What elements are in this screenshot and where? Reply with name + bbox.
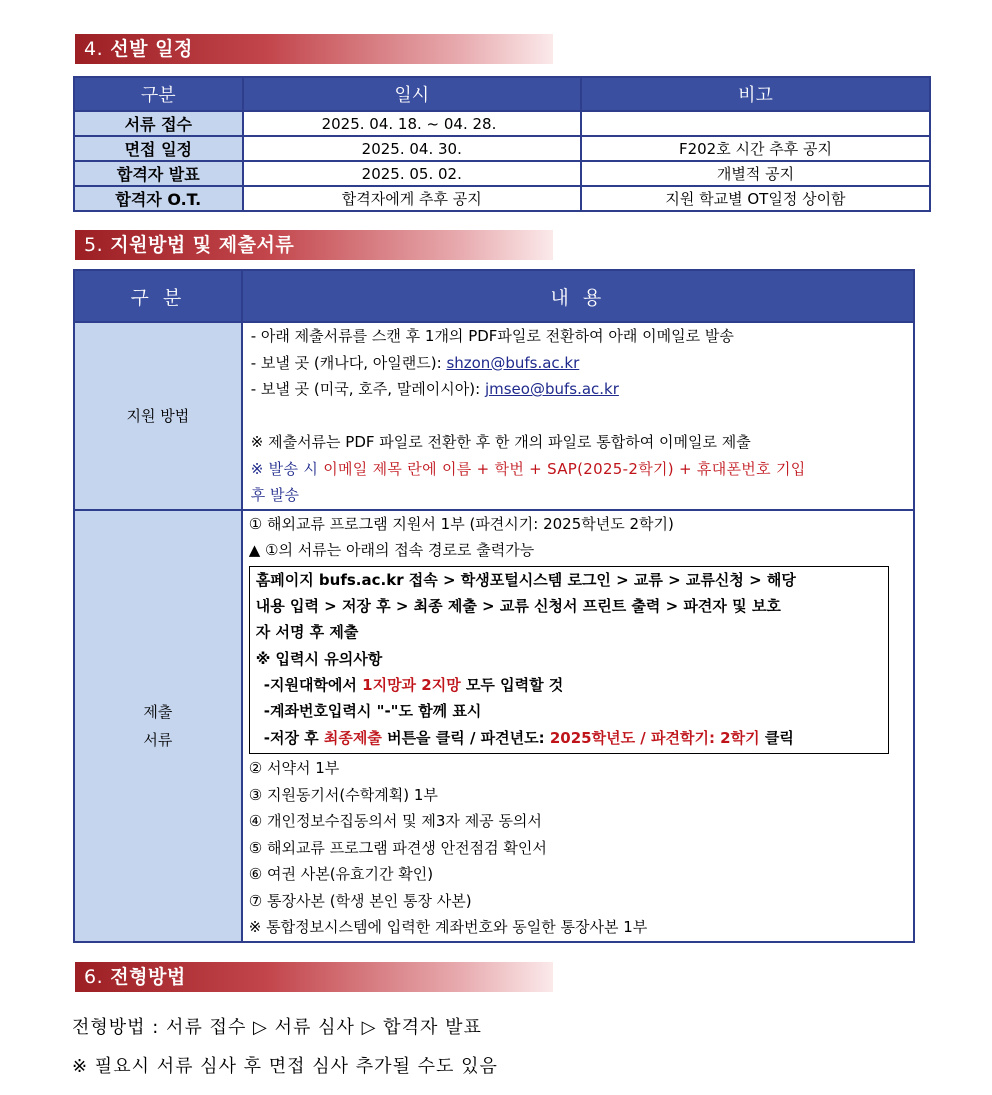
schedule-row-date: 2025. 05. 02. (243, 161, 581, 186)
section-4-heading (75, 34, 553, 64)
schedule-row-note: 지원 학교별 OT일정 상이함 (581, 186, 930, 211)
docs-label-line: 제출 (143, 702, 173, 721)
doc-item: ⑤ 해외교류 프로그램 파견생 안전점검 확인서 (248, 838, 547, 857)
table-row (74, 111, 930, 136)
caution-item: -계좌번호입력시 "-"도 함께 표시 (263, 702, 482, 721)
table-row (74, 136, 930, 161)
application-header-category: 구 분 (74, 270, 242, 322)
table-row (74, 186, 930, 211)
access-path-line: 자 서명 후 제출 (255, 623, 359, 642)
application-docs-label (74, 510, 242, 942)
schedule-header-row (74, 77, 930, 111)
blank-line (251, 403, 907, 430)
access-path-box (249, 566, 889, 755)
application-docs-content (242, 510, 914, 942)
section-4-number: 4. (84, 38, 104, 60)
schedule-row-label: 서류 접수 (74, 111, 243, 136)
section-5-number: 5. (84, 234, 104, 256)
doc-item: ④ 개인정보수집동의서 및 제3자 제공 동의서 (248, 812, 542, 831)
schedule-row-date: 2025. 04. 18. ~ 04. 28. (243, 111, 581, 136)
caution-text: -저장 후 (263, 728, 324, 747)
selection-process: 전형방법 : 서류 접수 ▷ 서류 심사 ▷ 합격자 발표 (72, 1017, 482, 1038)
doc-item: ⑥ 여권 사본(유효기간 확인) (248, 865, 434, 884)
caution-text: 클릭 (759, 728, 794, 747)
table-row (74, 161, 930, 186)
docs-label-line: 서류 (143, 730, 173, 749)
schedule-row-label: 합격자 발표 (74, 161, 243, 186)
schedule-row-note: F202호 시간 추후 공지 (581, 136, 930, 161)
method-line (251, 376, 907, 403)
method-note: ※ 제출서류는 PDF 파일로 전환한 후 한 개의 파일로 통합하여 이메일로 제출 (250, 433, 751, 451)
method-note (251, 456, 907, 483)
doc-item: ③ 지원동기서(수학계획) 1부 (248, 785, 438, 804)
doc-note: ※ 통합정보시스템에 입력한 계좌번호와 동일한 통장사본 1부 (248, 918, 648, 937)
caution-item (256, 725, 882, 751)
section-6-heading (75, 962, 553, 992)
method-line (251, 350, 907, 377)
method-line: - 아래 제출서류를 스캔 후 1개의 PDF파일로 전환하여 아래 이메일로 발송 (250, 327, 734, 345)
section-5-heading (75, 230, 553, 260)
application-docs-row (74, 510, 914, 942)
method-note-cont: 후 발송 (250, 486, 299, 504)
method-note-highlight: 이메일 제목 란에 이름 + 학번 + SAP(2025-2학기) + 휴대폰번호 기입 (323, 459, 806, 478)
section-6-number: 6. (84, 966, 104, 988)
selection-note: ※ 필요시 서류 심사 후 면접 심사 추가될 수도 있음 (72, 1056, 498, 1077)
application-header-row (74, 270, 914, 322)
schedule-row-note: 개별적 공지 (581, 161, 930, 186)
method-note-prefix: ※ 발송 시 (250, 459, 324, 478)
application-table (73, 269, 915, 943)
doc-item-note: ▲ ①의 서류는 아래의 접속 경로로 출력가능 (248, 541, 535, 559)
caution-text: 버튼을 클릭 / 파견년도: (381, 728, 550, 747)
access-path-line: 홈페이지 bufs.ac.kr 접속 > 학생포털시스템 로그인 > 교류 > 교류신청 > 해당 (255, 570, 796, 589)
caution-heading: ※ 입력시 유의사항 (255, 649, 383, 668)
schedule-row-label: 합격자 O.T. (74, 186, 243, 211)
section-5-title: 지원방법 및 제출서류 (110, 234, 295, 256)
method-line-prefix: - 보낼 곳 (미국, 호주, 말레이시아): (250, 380, 485, 398)
section-6-title: 전형방법 (110, 966, 186, 988)
schedule-row-note (581, 111, 930, 136)
schedule-row-date: 2025. 04. 30. (243, 136, 581, 161)
caution-highlight: 최종제출 (323, 728, 382, 747)
schedule-header-date: 일시 (243, 77, 581, 111)
application-method-content (242, 322, 914, 510)
doc-item: ② 서약서 1부 (248, 759, 340, 778)
email-link-canada[interactable]: shzon@bufs.ac.kr (446, 353, 580, 372)
schedule-header-note: 비고 (581, 77, 930, 111)
doc-item: ① 해외교류 프로그램 지원서 1부 (파견시기: 2025학년도 2학기) (248, 514, 674, 533)
schedule-row-label: 면접 일정 (74, 136, 243, 161)
caution-text: -지원대학에서 (263, 676, 363, 695)
schedule-header-category: 구분 (74, 77, 243, 111)
application-method-label: 지원 방법 (74, 322, 242, 510)
access-path-line: 내용 입력 > 저장 후 > 최종 제출 > 교류 신청서 프린트 출력 > 파견자 및 보호 (255, 596, 781, 615)
caution-text: 모두 입력할 것 (460, 676, 564, 695)
section-4-title: 선발 일정 (110, 38, 193, 60)
email-link-usa[interactable]: jmseo@bufs.ac.kr (484, 380, 619, 398)
application-method-row (74, 322, 914, 510)
caution-highlight: 1지망과 2지망 (362, 676, 461, 695)
schedule-table (73, 76, 931, 212)
application-header-content: 내 용 (242, 270, 914, 322)
method-line-prefix: - 보낼 곳 (캐나다, 아일랜드): (250, 353, 447, 372)
schedule-row-date: 합격자에게 추후 공지 (243, 186, 581, 211)
caution-highlight: 2025학년도 / 파견학기: 2학기 (549, 728, 760, 747)
caution-item (256, 672, 882, 698)
doc-item: ⑦ 통장사본 (학생 본인 통장 사본) (248, 891, 472, 910)
